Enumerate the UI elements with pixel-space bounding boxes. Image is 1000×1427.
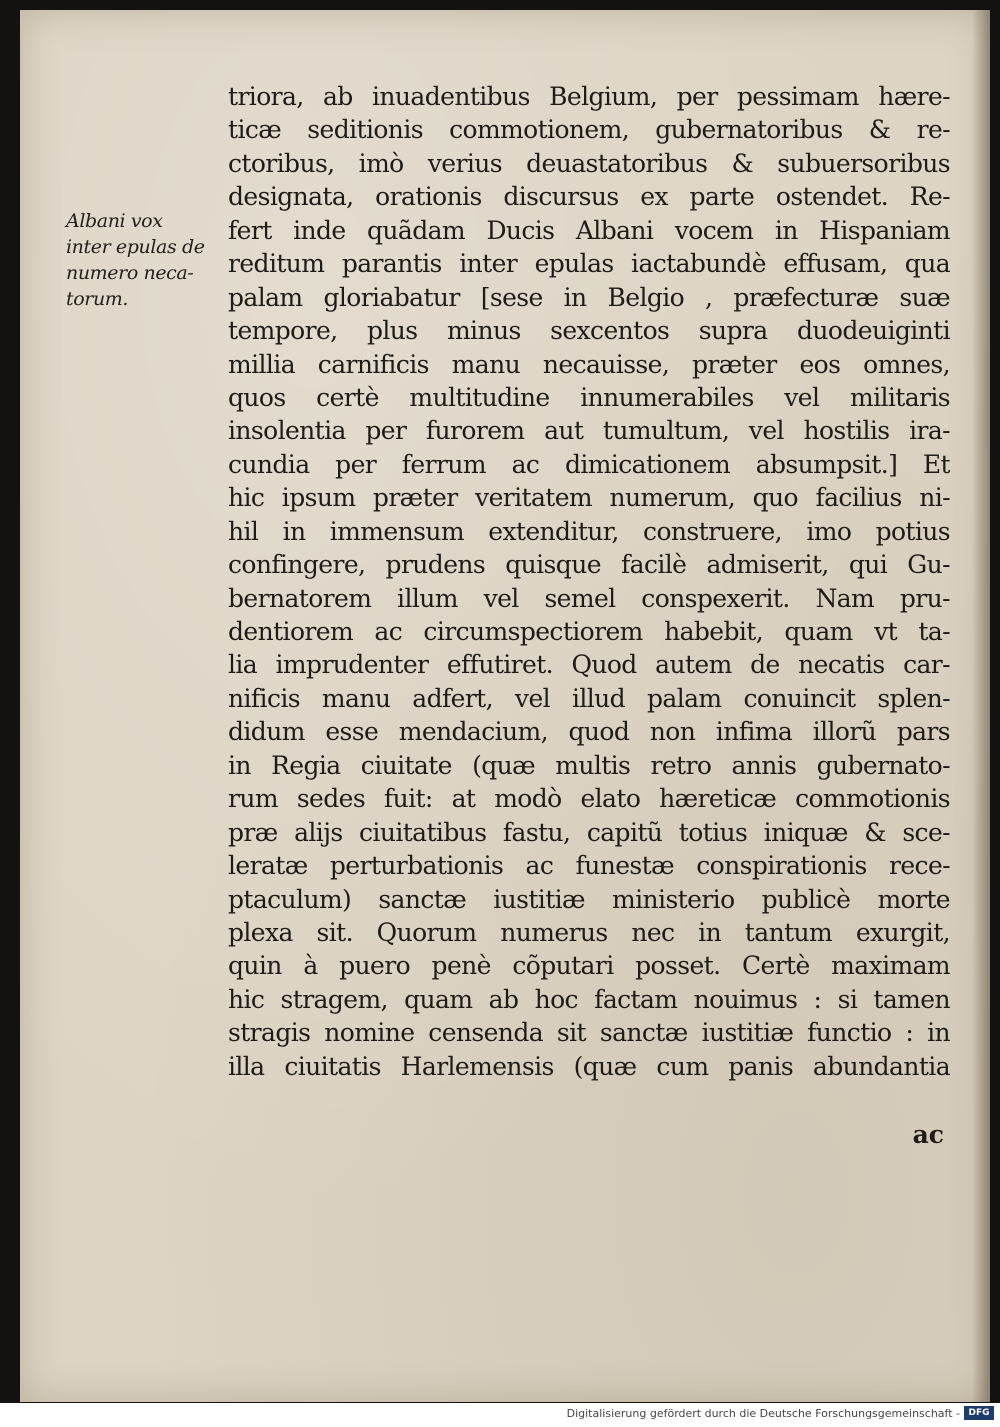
text-line: hil in immensum extenditur, construere, imo potius	[228, 516, 950, 546]
body-text	[228, 80, 950, 1083]
text-line: ctoribus, imò verius deuastatoribus & subuersoribus	[228, 148, 950, 178]
text-line: plexa sit. Quorum numerus nec in tantum exurgit,	[228, 917, 950, 947]
marginal-note-line: Albani vox	[66, 210, 163, 232]
text-line: insolentia per furorem aut tumultum, vel hostilis ira-	[228, 416, 950, 446]
text-line: stragis nomine censenda sit sanctæ iustitiæ functio : in	[228, 1018, 950, 1048]
text-line: lia imprudenter effutiret. Quod autem de necatis car-	[228, 650, 950, 680]
funding-credit: Digitalisierung gefördert durch die Deutsche Forschungsgemeinschaft -	[566, 1407, 960, 1420]
text-line: illa ciuitatis Harlemensis (quæ cum panis abundantia	[228, 1051, 950, 1081]
text-line: ticæ seditionis commotionem, gubernatoribus & re-	[228, 115, 950, 145]
text-line: quos certè multitudine innumerabiles vel militaris	[228, 382, 950, 412]
text-line: leratæ perturbationis ac funestæ conspirationis rece-	[228, 851, 950, 881]
text-line: tempore, plus minus sexcentos supra duodeuiginti	[228, 316, 950, 346]
text-line: millia carnificis manu necauisse, præter eos omnes,	[228, 349, 950, 379]
text-line: triora, ab inuadentibus Belgium, per pessimam hære-	[228, 82, 950, 111]
text-line: bernatorem illum vel semel conspexerit. Nam pru-	[228, 583, 950, 613]
text-line: designata, orationis discursus ex parte ostendet. Re-	[228, 182, 950, 212]
text-line: rum sedes fuit: at modò elato hæreticæ commotionis	[228, 784, 950, 814]
marginal-note-line: numero neca-	[66, 262, 194, 284]
text-line: fert inde quãdam Ducis Albani vocem in Hispaniam	[228, 215, 950, 245]
text-line: hic ipsum præter veritatem numerum, quo facilius ni-	[228, 483, 950, 513]
text-line: confingere, prudens quisque facilè admiserit, qui Gu-	[228, 550, 950, 580]
marginal-note-line: inter epulas de	[66, 236, 205, 258]
marginal-note	[66, 208, 226, 312]
text-line: palam gloriabatur [sese in Belgio , præfecturæ suæ	[228, 282, 950, 312]
text-line: dentiorem ac circumspectiorem habebit, quam vt ta-	[228, 617, 950, 646]
dfg-logo-icon: DFG	[964, 1406, 994, 1420]
page-edge-shadow	[972, 10, 990, 1402]
text-line: didum esse mendacium, quod non infima illorũ pars	[228, 717, 950, 747]
text-line: ptaculum) sanctæ iustitiæ ministerio publicè morte	[228, 884, 950, 914]
text-line: reditum parantis inter epulas iactabundè effusam, qua	[228, 249, 950, 279]
text-line: quin à puero penè cõputari posset. Certè maximam	[228, 951, 950, 981]
text-line: hic stragem, quam ab hoc factam nouimus : si tamen	[228, 984, 950, 1014]
text-line: cundia per ferrum ac dimicationem absumpsit.] Et	[228, 449, 950, 479]
marginal-note-line: torum.	[66, 288, 129, 310]
text-line: nificis manu adfert, vel illud palam conuincit splen-	[228, 683, 950, 713]
text-line: in Regia ciuitate (quæ multis retro annis gubernato-	[228, 750, 950, 780]
catchword: ac	[912, 1120, 944, 1149]
text-line: præ alijs ciuitatibus fastu, capitũ totius iniquæ & sce-	[228, 817, 950, 847]
